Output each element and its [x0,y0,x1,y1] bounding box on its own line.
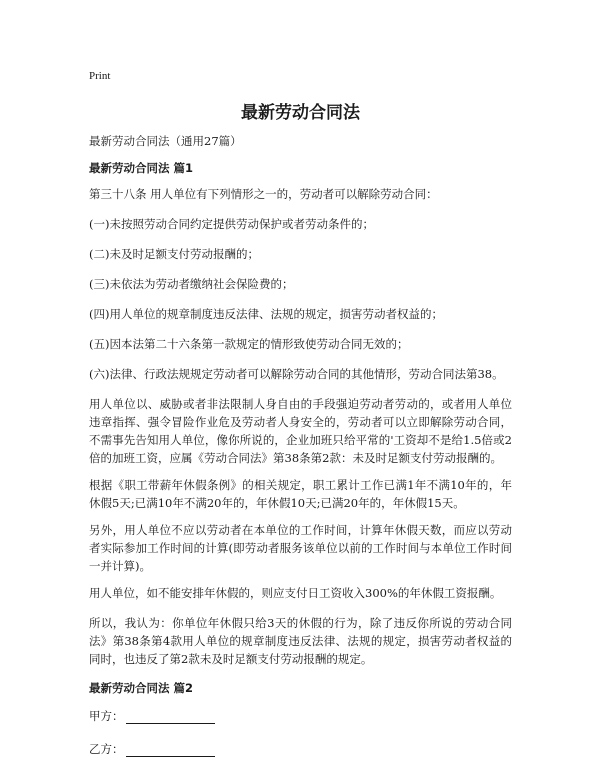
paragraph: (六)法律、行政法规规定劳动者可以解除劳动合同的其他情形，劳动合同法第38。 [89,367,504,381]
party-b-row [89,741,512,757]
paragraph: 第三十八条 用人单位有下列情形之一的，劳动者可以解除劳动合同： [89,187,438,201]
paragraph: (一)未按照劳动合同约定提供劳动保护或者劳动条件的； [89,217,374,231]
party-b-label: 乙方： [89,742,124,756]
paragraph: (四)用人单位的规章制度违反法律、法规的规定，损害劳动者权益的； [89,307,443,321]
party-a-row [89,708,512,724]
party-a-signature-line [126,710,215,724]
paragraph: (三)未依法为劳动者缴纳社会保险费的； [89,277,294,291]
paragraph: 用人单位，如不能安排年休假的，则应支付日工资收入300%的年休假工资报酬。 [89,586,502,600]
party-a-label: 甲方： [89,709,124,723]
section-heading-1: 最新劳动合同法 篇1 [89,161,194,175]
paragraph: 所以，我认为：你单位年休假只给3天的休假的行为，除了违反你所说的劳动合同法》第38条第4款用人单位的规章制度违反法律、法规的规定，损害劳动者权益的同时，也违反了第2款未及时足额支付劳动报酬的规定。 [89,616,512,666]
paragraph: 用人单位以、威胁或者非法限制人身自由的手段强迫劳动者劳动的，或者用人单位违章指挥、强令冒险作业危及劳动者人身安全的，劳动者可以立即解除劳动合同，不需事先告知用人单位，像你所说的，企业加班只给平常的'工资却不是给1.5倍或2倍的加班工资，应属《劳动合同法》第38条第2款：未及时足额支付劳动报酬的。 [89,397,512,465]
print-label: Print [89,70,111,82]
document-subtitle: 最新劳动合同法（通用27篇） [89,134,242,148]
document-title: 最新劳动合同法 [241,103,360,123]
party-b-signature-line [126,743,215,757]
section-heading-2: 最新劳动合同法 篇2 [89,681,194,695]
paragraph: (五)因本法第二十六条第一款规定的情形致使劳动合同无效的； [89,337,409,351]
paragraph: 根据《职工带薪年休假条例》的相关规定，职工累计工作已满1年不满10年的，年休假5天;已满10年不满20年的，年休假10天;已满20年的，年休假15天。 [89,478,512,510]
paragraph: 另外，用人单位不应以劳动者在本单位的工作时间，计算年休假天数，而应以劳动者实际参加工作时间的计算(即劳动者服务该单位以前的工作时间与本单位工作时间一并计算)。 [89,523,512,573]
paragraph: (二)未及时足额支付劳动报酬的； [89,247,259,261]
